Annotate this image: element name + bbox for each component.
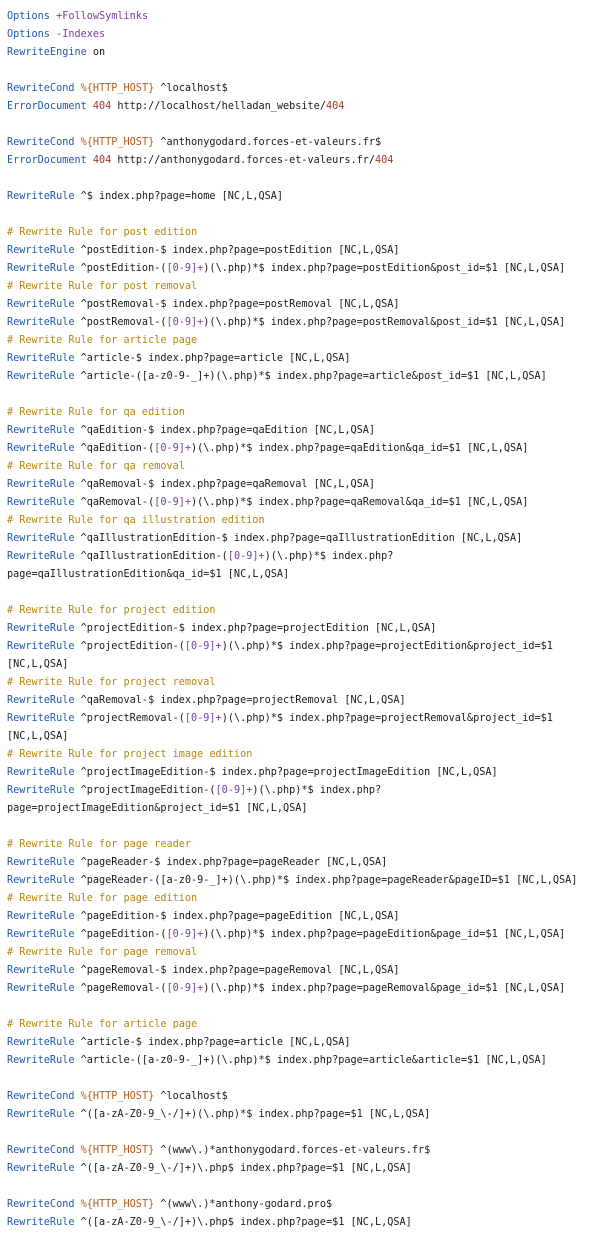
directive-keyword: RewriteRule [7, 425, 75, 436]
code-line [7, 1070, 600, 1088]
code-line [7, 170, 600, 188]
directive-keyword: ErrorDocument [7, 155, 87, 166]
code-line [7, 944, 600, 962]
code-line [7, 926, 600, 944]
directive-keyword: RewriteRule [7, 245, 75, 256]
code-line [7, 890, 600, 908]
directive-keyword: RewriteRule [7, 713, 75, 724]
directive-keyword: Options [7, 11, 50, 22]
code-line [7, 1196, 600, 1214]
status-number: 404 [92, 101, 112, 112]
code-line [7, 908, 600, 926]
code-text: ^$ index.php?page=home [NC,L,QSA] [74, 191, 284, 202]
code-line [7, 854, 600, 872]
code-text: ^pageReader-$ index.php?page=pageReader [NC,L,QSA] [74, 857, 388, 868]
comment-text: # Rewrite Rule for post edition [7, 227, 198, 238]
code-line [7, 152, 600, 170]
comment-text: # Rewrite Rule for qa removal [7, 461, 185, 472]
code-line [7, 260, 600, 278]
directive-keyword: ErrorDocument [7, 101, 87, 112]
code-text: http://anthonygodard.forces-et-valeurs.fr/ [111, 155, 376, 166]
code-line [7, 962, 600, 980]
comment-text: # Rewrite Rule for qa illustration edition [7, 515, 265, 526]
directive-keyword: RewriteRule [7, 551, 75, 562]
status-number: 404 [325, 101, 345, 112]
code-text: ^([a-zA-Z0-9_\-/]+)\.php$ index.php?page=$1 [NC,L,QSA] [74, 1163, 412, 1174]
code-line [7, 296, 600, 314]
directive-keyword: RewriteRule [7, 299, 75, 310]
directive-keyword: RewriteRule [7, 875, 75, 886]
code-line [7, 80, 600, 98]
directive-keyword: RewriteRule [7, 263, 75, 274]
code-line [7, 476, 600, 494]
code-line [7, 728, 600, 746]
directive-keyword: RewriteRule [7, 1037, 75, 1048]
directive-keyword: RewriteCond [7, 1199, 75, 1210]
code-line [7, 1088, 600, 1106]
code-line [7, 278, 600, 296]
code-text: page=projectImageEdition&project_id=$1 [NC,L,QSA] [7, 803, 308, 814]
directive-keyword: RewriteRule [7, 317, 75, 328]
code-line [7, 548, 600, 566]
code-text: ^localhost$ [154, 83, 228, 94]
directive-keyword: RewriteRule [7, 641, 75, 652]
directive-keyword: RewriteRule [7, 1055, 75, 1066]
directive-keyword: RewriteRule [7, 857, 75, 868]
code-line [7, 872, 600, 890]
code-line [7, 584, 600, 602]
directive-keyword: RewriteRule [7, 191, 75, 202]
option-token: [0-9]+ [166, 317, 204, 328]
code-text: ^postRemoval-( [74, 317, 167, 328]
code-line [7, 116, 600, 134]
code-line [7, 458, 600, 476]
directive-keyword: RewriteRule [7, 911, 75, 922]
server-variable: %{HTTP_HOST} [80, 137, 155, 148]
code-text: )(\.php)*$ index.php?page=projectEdition&project_id=$1 [221, 641, 553, 652]
code-text: [NC,L,QSA] [7, 731, 69, 742]
code-line [7, 638, 600, 656]
code-text: [NC,L,QSA] [7, 659, 69, 670]
server-variable: %{HTTP_HOST} [80, 1145, 155, 1156]
option-token: +FollowSymlinks [56, 11, 149, 22]
option-token: [0-9]+ [227, 551, 265, 562]
option-token: [0-9]+ [215, 785, 253, 796]
code-line [7, 422, 600, 440]
code-line [7, 710, 600, 728]
code-text: )(\.php)*$ index.php? [252, 785, 382, 796]
status-number: 404 [92, 155, 112, 166]
directive-keyword: RewriteCond [7, 1145, 75, 1156]
option-token: [0-9]+ [184, 713, 222, 724]
code-line [7, 1142, 600, 1160]
code-text: ^postRemoval-$ index.php?page=postRemoval [NC,L,QSA] [74, 299, 400, 310]
directive-keyword: RewriteRule [7, 785, 75, 796]
code-text: ^qaRemoval-$ index.php?page=projectRemoval [NC,L,QSA] [74, 695, 406, 706]
code-text: ^pageEdition-$ index.php?page=pageEdition [NC,L,QSA] [74, 911, 400, 922]
code-text: ^([a-zA-Z0-9_\-/]+)(\.php)*$ index.php?page=$1 [NC,L,QSA] [74, 1109, 431, 1120]
directive-keyword: RewriteRule [7, 623, 75, 634]
code-text: )(\.php)*$ index.php?page=postEdition&post_id=$1 [NC,L,QSA] [203, 263, 566, 274]
code-text: )(\.php)*$ index.php?page=qaRemoval&qa_id=$1 [NC,L,QSA] [191, 497, 529, 508]
option-token: [0-9]+ [166, 983, 204, 994]
code-line [7, 134, 600, 152]
code-line [7, 494, 600, 512]
comment-text: # Rewrite Rule for post removal [7, 281, 198, 292]
code-text: ^([a-zA-Z0-9_\-/]+)\.php$ index.php?page=$1 [NC,L,QSA] [74, 1217, 412, 1228]
code-line [7, 1214, 600, 1232]
code-line [7, 764, 600, 782]
code-line [7, 242, 600, 260]
code-line [7, 314, 600, 332]
code-line [7, 998, 600, 1016]
code-line [7, 530, 600, 548]
code-text: ^postEdition-$ index.php?page=postEdition [NC,L,QSA] [74, 245, 400, 256]
directive-keyword: RewriteRule [7, 695, 75, 706]
code-line [7, 26, 600, 44]
option-token: [0-9]+ [166, 263, 204, 274]
comment-text: # Rewrite Rule for project image edition [7, 749, 253, 760]
code-line [7, 1124, 600, 1142]
code-text: )(\.php)*$ index.php?page=qaEdition&qa_id=$1 [NC,L,QSA] [191, 443, 529, 454]
code-line [7, 512, 600, 530]
directive-keyword: RewriteRule [7, 479, 75, 490]
code-line [7, 386, 600, 404]
directive-keyword: RewriteRule [7, 353, 75, 364]
code-text: )(\.php)*$ index.php?page=pageEdition&page_id=$1 [NC,L,QSA] [203, 929, 566, 940]
code-line [7, 818, 600, 836]
code-line [7, 44, 600, 62]
code-text: ^pageRemoval-( [74, 983, 167, 994]
comment-text: # Rewrite Rule for article page [7, 335, 198, 346]
directive-keyword: RewriteRule [7, 371, 75, 382]
directive-keyword: RewriteCond [7, 83, 75, 94]
code-text: ^article-([a-z0-9-_]+)(\.php)*$ index.php?page=article&post_id=$1 [NC,L,QSA] [74, 371, 547, 382]
server-variable: %{HTTP_HOST} [80, 1091, 155, 1102]
code-text: ^qaEdition-( [74, 443, 155, 454]
status-number: 404 [375, 155, 394, 166]
code-text: ^projectRemoval-( [74, 713, 185, 724]
code-line [7, 692, 600, 710]
code-line [7, 1034, 600, 1052]
code-text: page=qaIllustrationEdition&qa_id=$1 [NC,L,QSA] [7, 569, 290, 580]
code-line [7, 368, 600, 386]
code-line [7, 746, 600, 764]
directive-keyword: RewriteRule [7, 965, 75, 976]
directive-keyword: RewriteRule [7, 1109, 75, 1120]
code-text: ^pageRemoval-$ index.php?page=pageRemoval [NC,L,QSA] [74, 965, 400, 976]
code-line [7, 620, 600, 638]
code-line [7, 98, 600, 116]
code-line [7, 1052, 600, 1070]
code-text: ^postEdition-( [74, 263, 167, 274]
code-text: ^pageEdition-( [74, 929, 167, 940]
code-text: ^article-$ index.php?page=article [NC,L,QSA] [74, 353, 351, 364]
code-line [7, 656, 600, 674]
code-text: ^projectImageEdition-$ index.php?page=projectImageEdition [NC,L,QSA] [74, 767, 498, 778]
directive-keyword: RewriteRule [7, 983, 75, 994]
comment-text: # Rewrite Rule for page edition [7, 893, 198, 904]
code-line [7, 800, 600, 818]
directive-keyword: RewriteRule [7, 929, 75, 940]
code-line [7, 332, 600, 350]
code-text: ^anthonygodard.forces-et-valeurs.fr$ [154, 137, 382, 148]
code-line [7, 188, 600, 206]
option-token: -Indexes [56, 29, 106, 40]
code-text: ^projectImageEdition-( [74, 785, 216, 796]
code-line [7, 440, 600, 458]
code-line [7, 62, 600, 80]
code-text: http://localhost/helladan_website/ [111, 101, 326, 112]
code-text: )(\.php)*$ index.php?page=postRemoval&post_id=$1 [NC,L,QSA] [203, 317, 566, 328]
server-variable: %{HTTP_HOST} [80, 1199, 155, 1210]
code-line [7, 980, 600, 998]
comment-text: # Rewrite Rule for article page [7, 1019, 198, 1030]
code-line [7, 350, 600, 368]
code-line [7, 1178, 600, 1196]
option-token: [0-9]+ [184, 641, 222, 652]
comment-text: # Rewrite Rule for page removal [7, 947, 198, 958]
code-line [7, 602, 600, 620]
directive-keyword: Options [7, 29, 50, 40]
code-line [7, 1016, 600, 1034]
code-line [7, 8, 600, 26]
directive-keyword: RewriteRule [7, 767, 75, 778]
option-token: [0-9]+ [166, 929, 204, 940]
code-text: ^article-([a-z0-9-_]+)(\.php)*$ index.php?page=article&article=$1 [NC,L,QSA] [74, 1055, 547, 1066]
code-text: )(\.php)*$ index.php?page=pageRemoval&page_id=$1 [NC,L,QSA] [203, 983, 566, 994]
comment-text: # Rewrite Rule for project edition [7, 605, 216, 616]
code-text: ^qaIllustrationEdition-( [74, 551, 228, 562]
code-text: ^projectEdition-( [74, 641, 185, 652]
comment-text: # Rewrite Rule for project removal [7, 677, 216, 688]
code-line [7, 566, 600, 584]
code-text: ^article-$ index.php?page=article [NC,L,QSA] [74, 1037, 351, 1048]
code-text: ^qaRemoval-( [74, 497, 155, 508]
code-text: on [86, 47, 106, 58]
code-text: ^pageReader-([a-z0-9-_]+)(\.php)*$ index.php?page=pageReader&pageID=$1 [NC,L,QSA] [74, 875, 578, 886]
server-variable: %{HTTP_HOST} [80, 83, 155, 94]
comment-text: # Rewrite Rule for page reader [7, 839, 192, 850]
directive-keyword: RewriteCond [7, 1091, 75, 1102]
directive-keyword: RewriteEngine [7, 47, 87, 58]
directive-keyword: RewriteRule [7, 533, 75, 544]
code-line [7, 1106, 600, 1124]
code-text: ^projectEdition-$ index.php?page=projectEdition [NC,L,QSA] [74, 623, 437, 634]
directive-keyword: RewriteRule [7, 1163, 75, 1174]
code-line [7, 206, 600, 224]
code-text: ^localhost$ [154, 1091, 228, 1102]
directive-keyword: RewriteRule [7, 497, 75, 508]
code-line [7, 782, 600, 800]
directive-keyword: RewriteCond [7, 137, 75, 148]
directive-keyword: RewriteRule [7, 443, 75, 454]
code-line [7, 674, 600, 692]
directive-keyword: RewriteRule [7, 1217, 75, 1228]
code-line [7, 1160, 600, 1178]
code-line [7, 224, 600, 242]
code-text: )(\.php)*$ index.php?page=projectRemoval&project_id=$1 [221, 713, 553, 724]
comment-text: # Rewrite Rule for qa edition [7, 407, 185, 418]
code-text: )(\.php)*$ index.php? [264, 551, 394, 562]
code-line [7, 836, 600, 854]
code-text: ^(www\.)*anthonygodard.forces-et-valeurs.fr$ [154, 1145, 431, 1156]
code-text: ^qaRemoval-$ index.php?page=qaRemoval [NC,L,QSA] [74, 479, 376, 490]
code-text: ^(www\.)*anthony-godard.pro$ [154, 1199, 333, 1210]
code-text: ^qaEdition-$ index.php?page=qaEdition [NC,L,QSA] [74, 425, 376, 436]
code-line [7, 404, 600, 422]
option-token: [0-9]+ [154, 443, 192, 454]
code-text: ^qaIllustrationEdition-$ index.php?page=qaIllustrationEdition [NC,L,QSA] [74, 533, 523, 544]
option-token: [0-9]+ [154, 497, 192, 508]
